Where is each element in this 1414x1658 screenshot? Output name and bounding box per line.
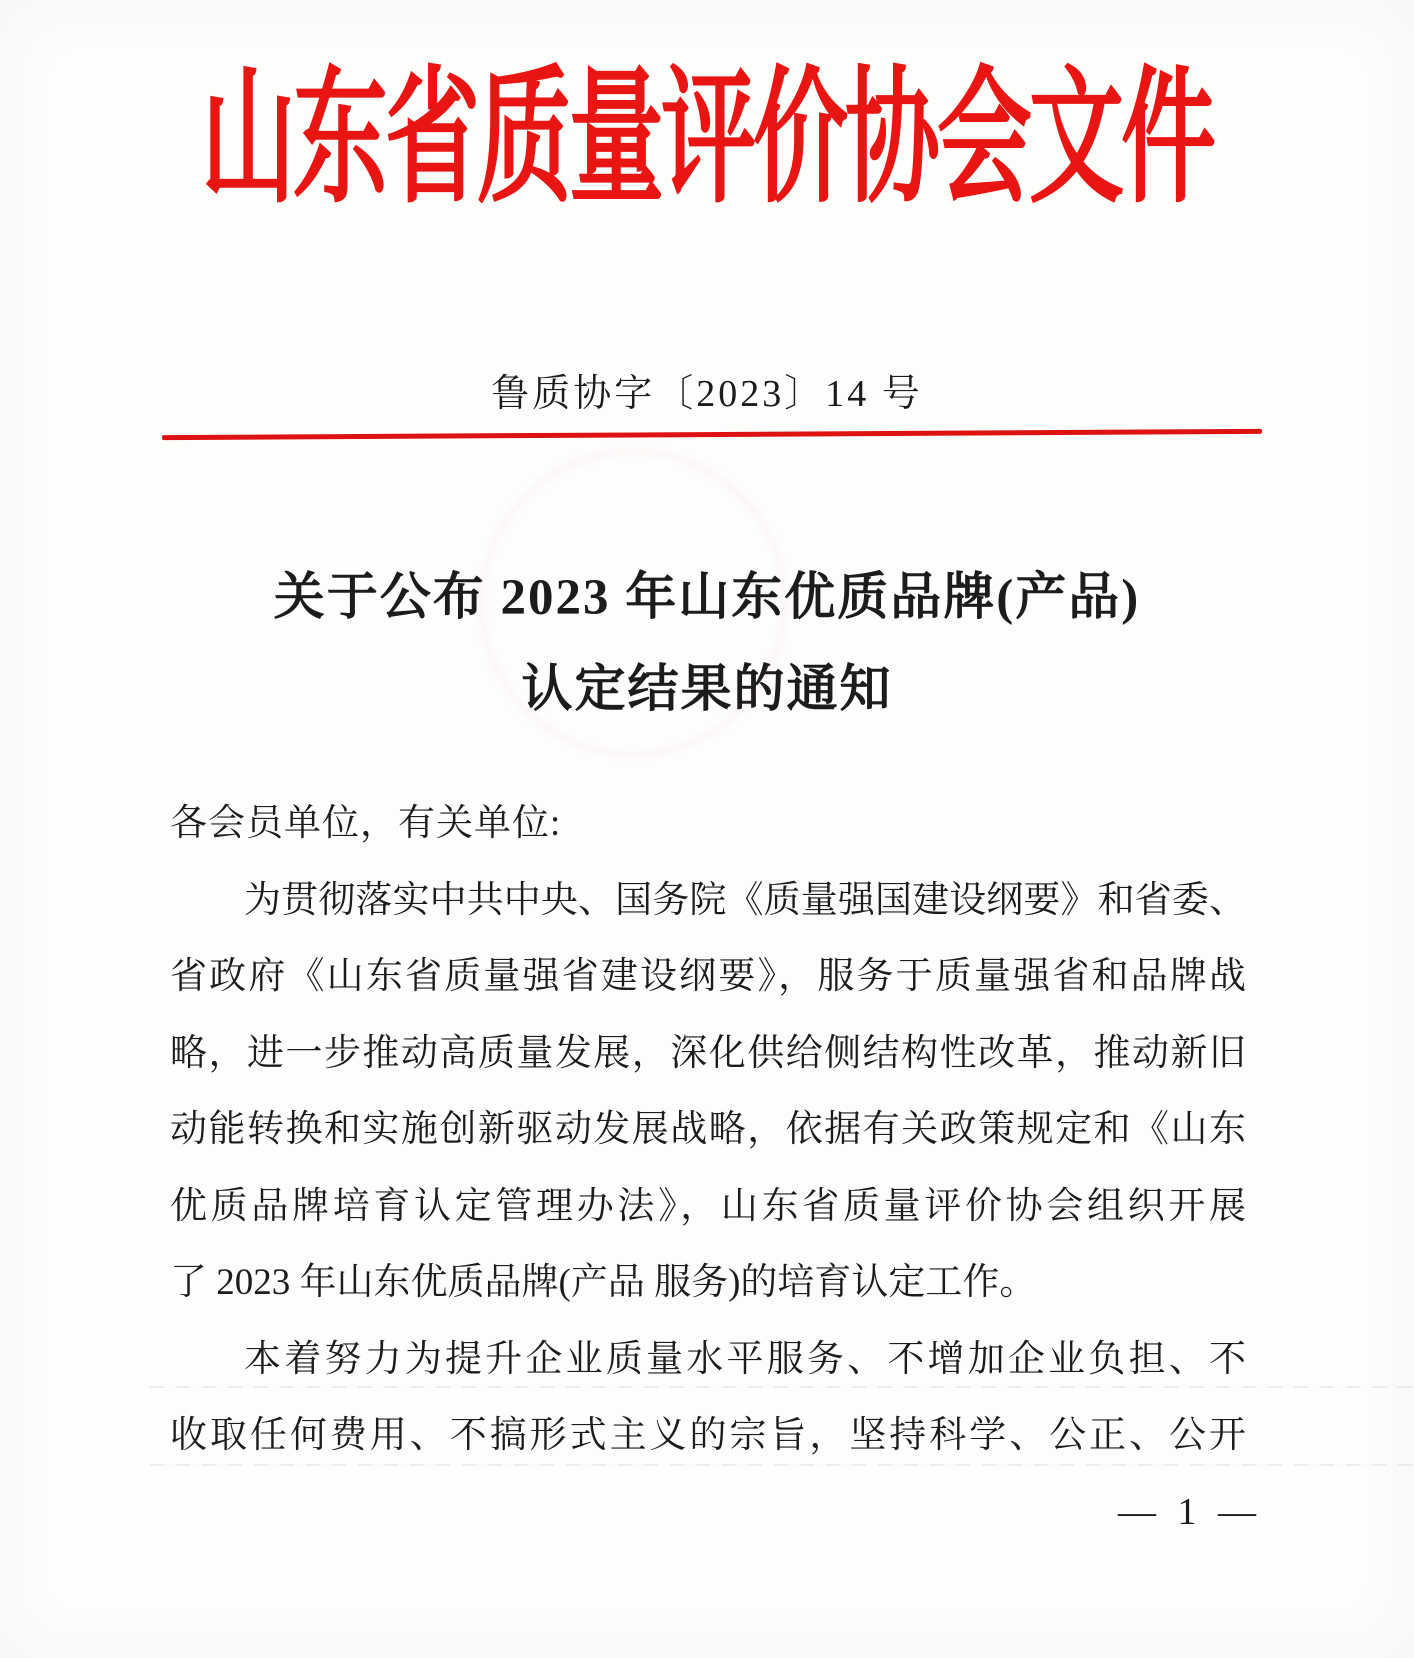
- body-line: 动能转换和实施创新驱动发展战略，依据有关政策规定和《山东: [170, 1109, 1246, 1150]
- red-divider-rule: [162, 429, 1262, 440]
- body-line: 略，进一步推动高质量发展，深化供给侧结构性改革，推动新旧: [170, 1032, 1246, 1074]
- doc-title-line2: 认定结果的通知: [521, 662, 893, 718]
- body-line: 收取任何费用、不搞形式主义的宗旨，坚持科学、公正、公开: [170, 1415, 1246, 1456]
- salutation: 各会员单位，有关单位:: [170, 803, 562, 844]
- doc-title: [0, 552, 1414, 736]
- doc-number: 鲁质协字〔2023〕14 号: [491, 373, 923, 415]
- body-line: 本着努力为提升企业质量水平服务、不增加企业负担、不: [244, 1338, 1246, 1380]
- body-text: [170, 786, 1246, 1475]
- body-line: 优质品牌培育认定管理办法》，山东省质量评价协会组织开展: [170, 1185, 1246, 1227]
- body-line: 了 2023 年山东优质品牌(产品 服务)的培育认定工作。: [170, 1262, 1037, 1303]
- body-line: 省政府《山东省质量强省建设纲要》，服务于质量强省和品牌战: [170, 956, 1246, 997]
- letterhead-title: 山东省质量评价协会文件: [200, 56, 1213, 222]
- body-paragraphs: [170, 863, 1246, 1475]
- doc-title-line1: 关于公布 2023 年山东优质品牌(产品): [273, 570, 1141, 626]
- body-line: 为贯彻落实中共中央、国务院《质量强国建设纲要》和省委、: [244, 879, 1246, 921]
- page-number: — 1 —: [1118, 1491, 1262, 1533]
